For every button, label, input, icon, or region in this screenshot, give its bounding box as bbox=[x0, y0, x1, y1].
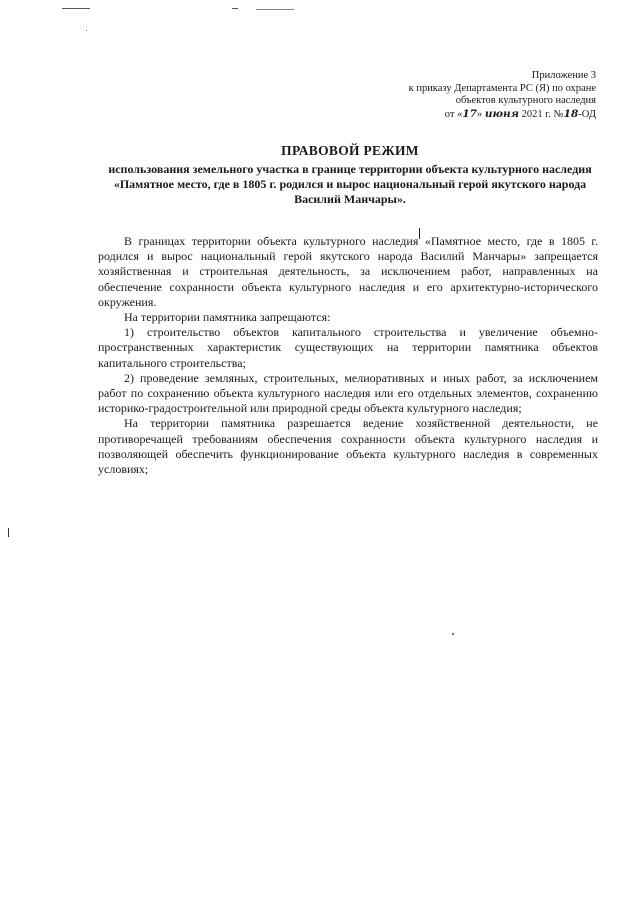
document-body bbox=[98, 234, 598, 477]
handwritten-day: 17 bbox=[462, 107, 477, 120]
appendix-line-1: Приложение 3 bbox=[531, 70, 596, 81]
scan-speck bbox=[86, 30, 87, 31]
appendix-line-3: объектов культурного наследия bbox=[455, 95, 596, 106]
scan-artifact bbox=[62, 8, 90, 9]
scan-artifact bbox=[232, 8, 238, 9]
document-title: ПРАВОВОЙ РЕЖИМ bbox=[281, 143, 419, 158]
paragraph: 2) проведение земляных, строительных, мелиоративных и иных работ, за исключением работ по сохранению объекта культурного наследия или его отдельных элементов, сохранению историко-градостроительной или природной среды объекта культурного наследия; bbox=[98, 370, 598, 416]
order-suffix: -ОД bbox=[578, 108, 596, 120]
paragraph: 1) строительство объектов капитального строительства и увеличение объемно-пространственных характеристик существующих на территории памятника объектов капитального строительства; bbox=[98, 325, 598, 370]
appendix-line-2: к приказу Департамента РС (Я) по охране bbox=[408, 82, 596, 94]
date-prefix: от « bbox=[444, 108, 463, 120]
paragraph: На территории памятника запрещаются: bbox=[124, 310, 331, 325]
handwritten-number: 18 bbox=[563, 107, 579, 120]
title-block bbox=[96, 143, 604, 207]
date-mid: » bbox=[476, 108, 485, 120]
scan-speck bbox=[452, 633, 454, 635]
paragraph: В границах территории объекта культурного наследия «Памятное место, где в 1805 г. родился и вырос национальный герой якутского народа Василий Манчары» запрещается хозяйственная и строительная деятельность, за исключением работ, направленных на обеспечение сохранности объекта культурного наследия и его архитектурно-исторического окружения. bbox=[98, 234, 598, 309]
subtitle-line-2: «Памятное место, где в 1805 г. родился и вырос национальный герой якутского народа Василий Манчары». bbox=[113, 177, 587, 206]
scan-artifact bbox=[256, 9, 294, 10]
handwritten-month: июня bbox=[484, 107, 520, 120]
appendix-header bbox=[409, 70, 596, 121]
scan-artifact bbox=[8, 528, 9, 537]
appendix-line-4 bbox=[409, 108, 596, 122]
subtitle-line-1: использования земельного участка в границе территории объекта культурного наследия bbox=[108, 162, 592, 176]
date-year: 2021 г. № bbox=[519, 108, 564, 120]
paragraph: На территории памятника разрешается ведение хозяйственной деятельности, не противоречащей требованиям обеспечения сохранности объекта культурного наследия и позволяющей обеспечить функционирование объекта культурного наследия в современных условиях; bbox=[98, 416, 598, 477]
